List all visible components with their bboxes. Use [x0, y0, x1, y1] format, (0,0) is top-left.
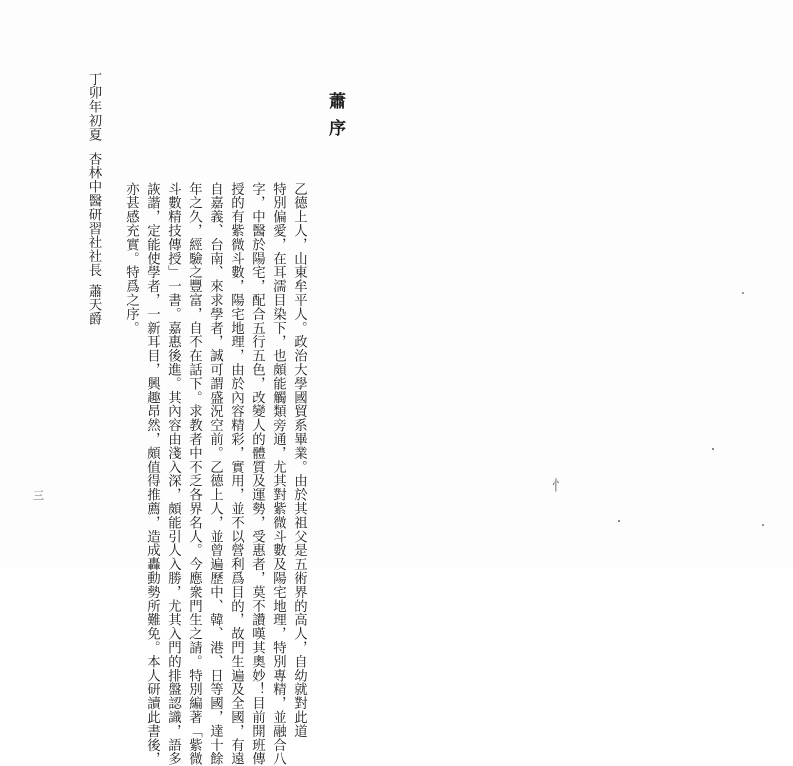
- signature-name: 蕭天爵: [86, 284, 101, 326]
- body-column-4: 授的有紫微斗數，陽宅地理，由於內容精彩，實用，並不以營利爲目的，故門生遍及全國，有遠: [228, 182, 244, 766]
- body-column-3: 字，中醫於陽宅，配合五行五色，改變人的體質及運勢，受惠者，莫不讚嘆其奧妙！目前開班傳: [249, 182, 265, 766]
- body-column-9: 亦甚感充實。特爲之序。: [123, 182, 139, 335]
- body-column-5: 自嘉義、台南、來求學者，誠可謂盛況空前。乙德上人，並曾遍歷中、韓、港、日等國，達十餘: [207, 182, 223, 766]
- signature-date: 丁卯年初夏: [86, 72, 101, 142]
- scan-speck: [712, 448, 714, 450]
- body-column-8: 詼諧，定能使學者，一新耳目，興趣昂然，頗值得推薦，造成轟動勢所難免。本人研讀此書後，: [144, 182, 160, 766]
- body-column-7: 斗數精技傳授」一書。嘉惠後進。其內容由淺入深，頗能引人入勝，尤其入門的排盤認識，語多: [165, 182, 181, 766]
- margin-scribble: 忄: [550, 478, 566, 492]
- signature-org: 杏林中醫研習社社長: [86, 152, 101, 278]
- body-column-1: 乙德上人，山東牟平人。政治大學國貿系畢業。由於其祖父是五術界的高人，自幼就對此道: [291, 182, 307, 738]
- scan-speck: [618, 520, 620, 522]
- body-column-6: 年之久，經驗之豐富，自不在話下。求教者中不乏各界名人。今應衆門生之請。特別編著「紫微: [186, 182, 202, 766]
- page-title: 蕭序: [325, 92, 345, 146]
- scan-speck: [742, 292, 744, 294]
- scan-speck: [762, 524, 764, 526]
- page-number: 三: [33, 489, 44, 502]
- body-column-2: 特別偏愛，在耳濡目染下，也頗能觸類旁通，尤其對紫微斗數及陽宅地理，特別專精，並融合八: [270, 182, 286, 766]
